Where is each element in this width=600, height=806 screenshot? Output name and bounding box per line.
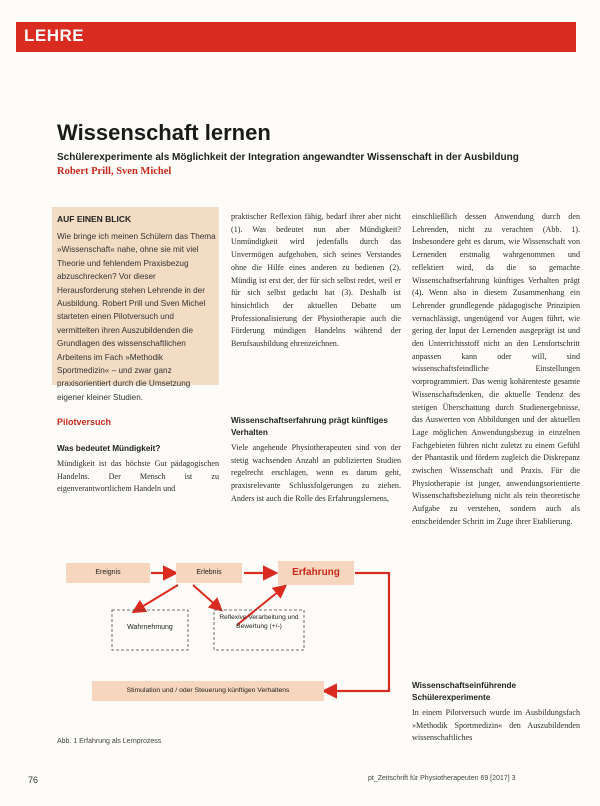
node-reflexion: Reflexive Verarbeitung und Bewertung (+/-) xyxy=(219,614,299,630)
node-ereignis: Ereignis xyxy=(66,563,150,583)
section-banner xyxy=(16,22,576,52)
node-wahrnehmung: Wahrnehmung xyxy=(127,624,173,631)
col3-heading: Wissenschaftseinführende Schülerexperimente xyxy=(412,681,517,702)
subheading-muendigkeit: Was bedeutet Mündigkeit? xyxy=(57,444,161,453)
col2-paragraph-1: praktischer Reflexion fähig, bedarf ihrer aber nicht (1). Was bedeutet nun aber Mündigkeit? Unmündigkeit wird jedenfalls durch das Unvermögen aufgehoben, sich seines Verstandes ohne die Hilfe eines anderen zu bedienen (2). Mündig ist erst der, der für sich selbst redet, weil er für sich selbst gedacht hat (3). Deshalb ist hinsichtlich der aktuellen Debatte um Professionalisierung der Physiotherapie auch die Förderung mündigen Handelns während der Berufsausbildung ehrenzeichnen. xyxy=(231,212,401,349)
node-erlebnis: Erlebnis xyxy=(176,563,242,583)
summary-heading: AUF EINEN BLICK xyxy=(57,214,132,224)
section-label: LEHRE xyxy=(24,26,85,45)
node-erfahrung: Erfahrung xyxy=(278,561,354,585)
summary-text: Wie bringe ich meinen Schülern das Thema »Wissenschaft« nahe, ohne sie mit viel Theorie und fehlendem Praxisbezug abzuschrecken? Vor dieser Herausforderung stehen Lehrende in der Ausbildung. Robert Prill und Sven Michel starteten einen Pilotversuch und vermittelten ihren Auszubildenden die Grundlagen des wissenschaftlichen Arbeitens im Fach »Methodik Sportmedizin« – und zwar ganz praxisorientiert durch die Umsetzung eigener kleiner Studien. xyxy=(57,232,216,402)
col3-paragraph-2: In einem Pilotversuch wurde im Ausbildungsfach »Methodik Sportmedizin« den Auszubildenden wissenschaftliches xyxy=(412,708,580,743)
col2-heading: Wissenschaftserfahrung prägt künftiges Verhalten xyxy=(231,416,388,437)
col2-paragraph-2: Viele angehende Physiotherapeuten sind von der stetig wachsenden Anzahl an publizierten Studien regelrecht erschlagen, wenn es darum geht, praxisrelevante Schlussfolgerungen zu ziehen. Anders ist auch die Rolle des Erfahrungslernens, xyxy=(231,443,401,503)
article-subtitle: Schülerexperimente als Möglichkeit der Integration angewandter Wissenschaft in der Ausbildung xyxy=(57,152,519,163)
article-authors: Robert Prill, Sven Michel xyxy=(57,166,172,177)
page-number: 76 xyxy=(28,775,39,785)
col1-paragraph: Mündigkeit ist das höchste Gut pädagogischen Handelns. Der Mensch ist zu eigenverantwortlichem Handeln und xyxy=(57,459,219,494)
col3-paragraph-1: einschließlich dessen Anwendung durch den Lehrenden, nicht zu verachten (Abb. 1). Insbesondere geht es darum, wie Wissenschaft von Lernenden erstmalig wahrgenommen und reflektiert wird, da die so gemachte Wissenschaftserfahrung künftiges Verhalten prägt (4). Wenn also in diesem Zusammenhang ein Lehrender grundlegende pädagogische Prinzipien vernachlässigt, ungenügend vor Augen führt, wie gering der Input der Lernenden ausgeprägt ist und den Unterrichtsstoff nicht an den Lernfortschritt anpassen kann oder will, sind wissenschaftsfeindliche Einstellungen vorprogrammiert. Das wenig kohärenteste gesamte Wissenschaftsdenken, die aktuelle Tendenz des stetigen Überschattung durch Studienergebnisse, das Auswerten von Abbildungen und der aktuellen Lage möglichen Anwendungsbezug in einzelnen Fachgebieten führen nicht zuletzt zu einem Gefühl der Phantastik und fördern zugleich die Diskrepanz zwischen Wissenschaft und Praxis. Für die Physiotherapie ist junger, anwendungsorientierte Wissenschaftsbeziehung nicht als rein theoretische Aufgabe zu verstehen, sondern auch als entscheidender Schritt im Zuge ihrer Etablierung. xyxy=(412,212,580,526)
figure-caption: Abb. 1 Erfahrung als Lernprozess xyxy=(57,738,162,745)
journal-footer: pt_Zeitschrift für Physiotherapeuten 69 [2017] 3 xyxy=(368,775,516,782)
node-stimulation: Stimulation und / oder Steuerung künftigen Verhaltens xyxy=(92,681,324,701)
section-heading-pilotversuch: Pilotversuch xyxy=(57,417,112,427)
article-title: Wissenschaft lernen xyxy=(57,120,271,145)
learning-process-diagram xyxy=(52,547,406,722)
